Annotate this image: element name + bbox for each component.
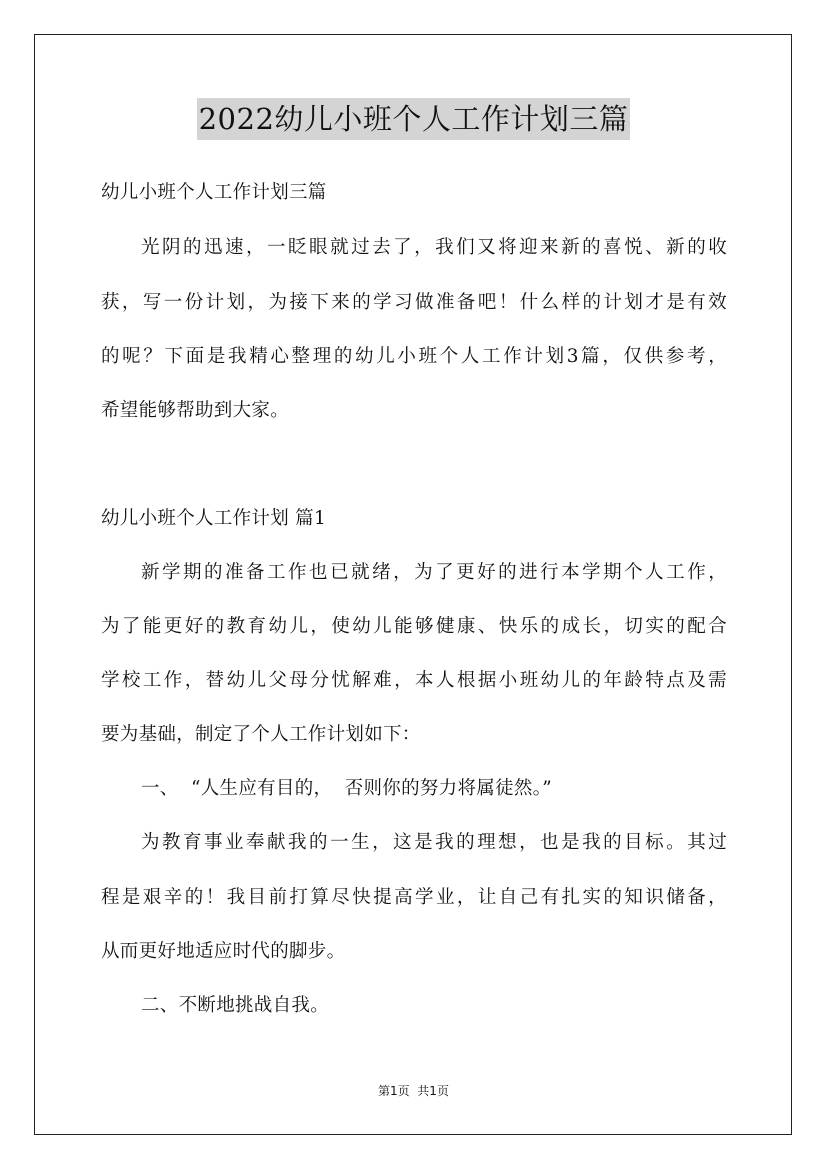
para2-line-2: 程是艰辛的！我目前打算尽快提高学业，让自己有扎实的知识储备， [101, 887, 727, 908]
intro-line-3: 的呢？下面是我精心整理的幼儿小班个人工作计划3篇，仅供参考， [101, 346, 727, 367]
document-subtitle: 幼儿小班个人工作计划三篇 [101, 182, 327, 203]
list-item-1: 一、 “人生应有目的， 否则你的努力将属徒然。” [141, 778, 552, 799]
para1-line-4: 要为基础，制定了个人工作计划如下： [101, 724, 421, 745]
para1-line-3: 学校工作，替幼儿父母分忧解难，本人根据小班幼儿的年龄特点及需 [101, 670, 727, 691]
document-title: 2022幼儿小班个人工作计划三篇 [197, 98, 631, 140]
intro-line-2: 获，写一份计划，为接下来的学习做准备吧！什么样的计划才是有效 [101, 292, 727, 313]
title-container [0, 98, 827, 140]
intro-line-1: 光阴的迅速，一眨眼就过去了，我们又将迎来新的喜悦、新的收 [141, 237, 727, 258]
page-footer: 第1页 共1页 [378, 1084, 449, 1098]
intro-line-4: 希望能够帮助到大家。 [101, 400, 290, 421]
para2-line-1: 为教育事业奉献我的一生，这是我的理想，也是我的目标。其过 [141, 832, 727, 853]
para2-line-3: 从而更好地适应时代的脚步。 [101, 941, 346, 962]
para1-line-2: 为了能更好的教育幼儿，使幼儿能够健康、快乐的成长，切实的配合 [101, 616, 727, 637]
para1-line-1: 新学期的准备工作也已就绪，为了更好的进行本学期个人工作， [141, 562, 727, 583]
section-heading: 幼儿小班个人工作计划 篇1 [101, 508, 327, 529]
list-item-2: 二、不断地挑战自我。 [141, 995, 330, 1016]
